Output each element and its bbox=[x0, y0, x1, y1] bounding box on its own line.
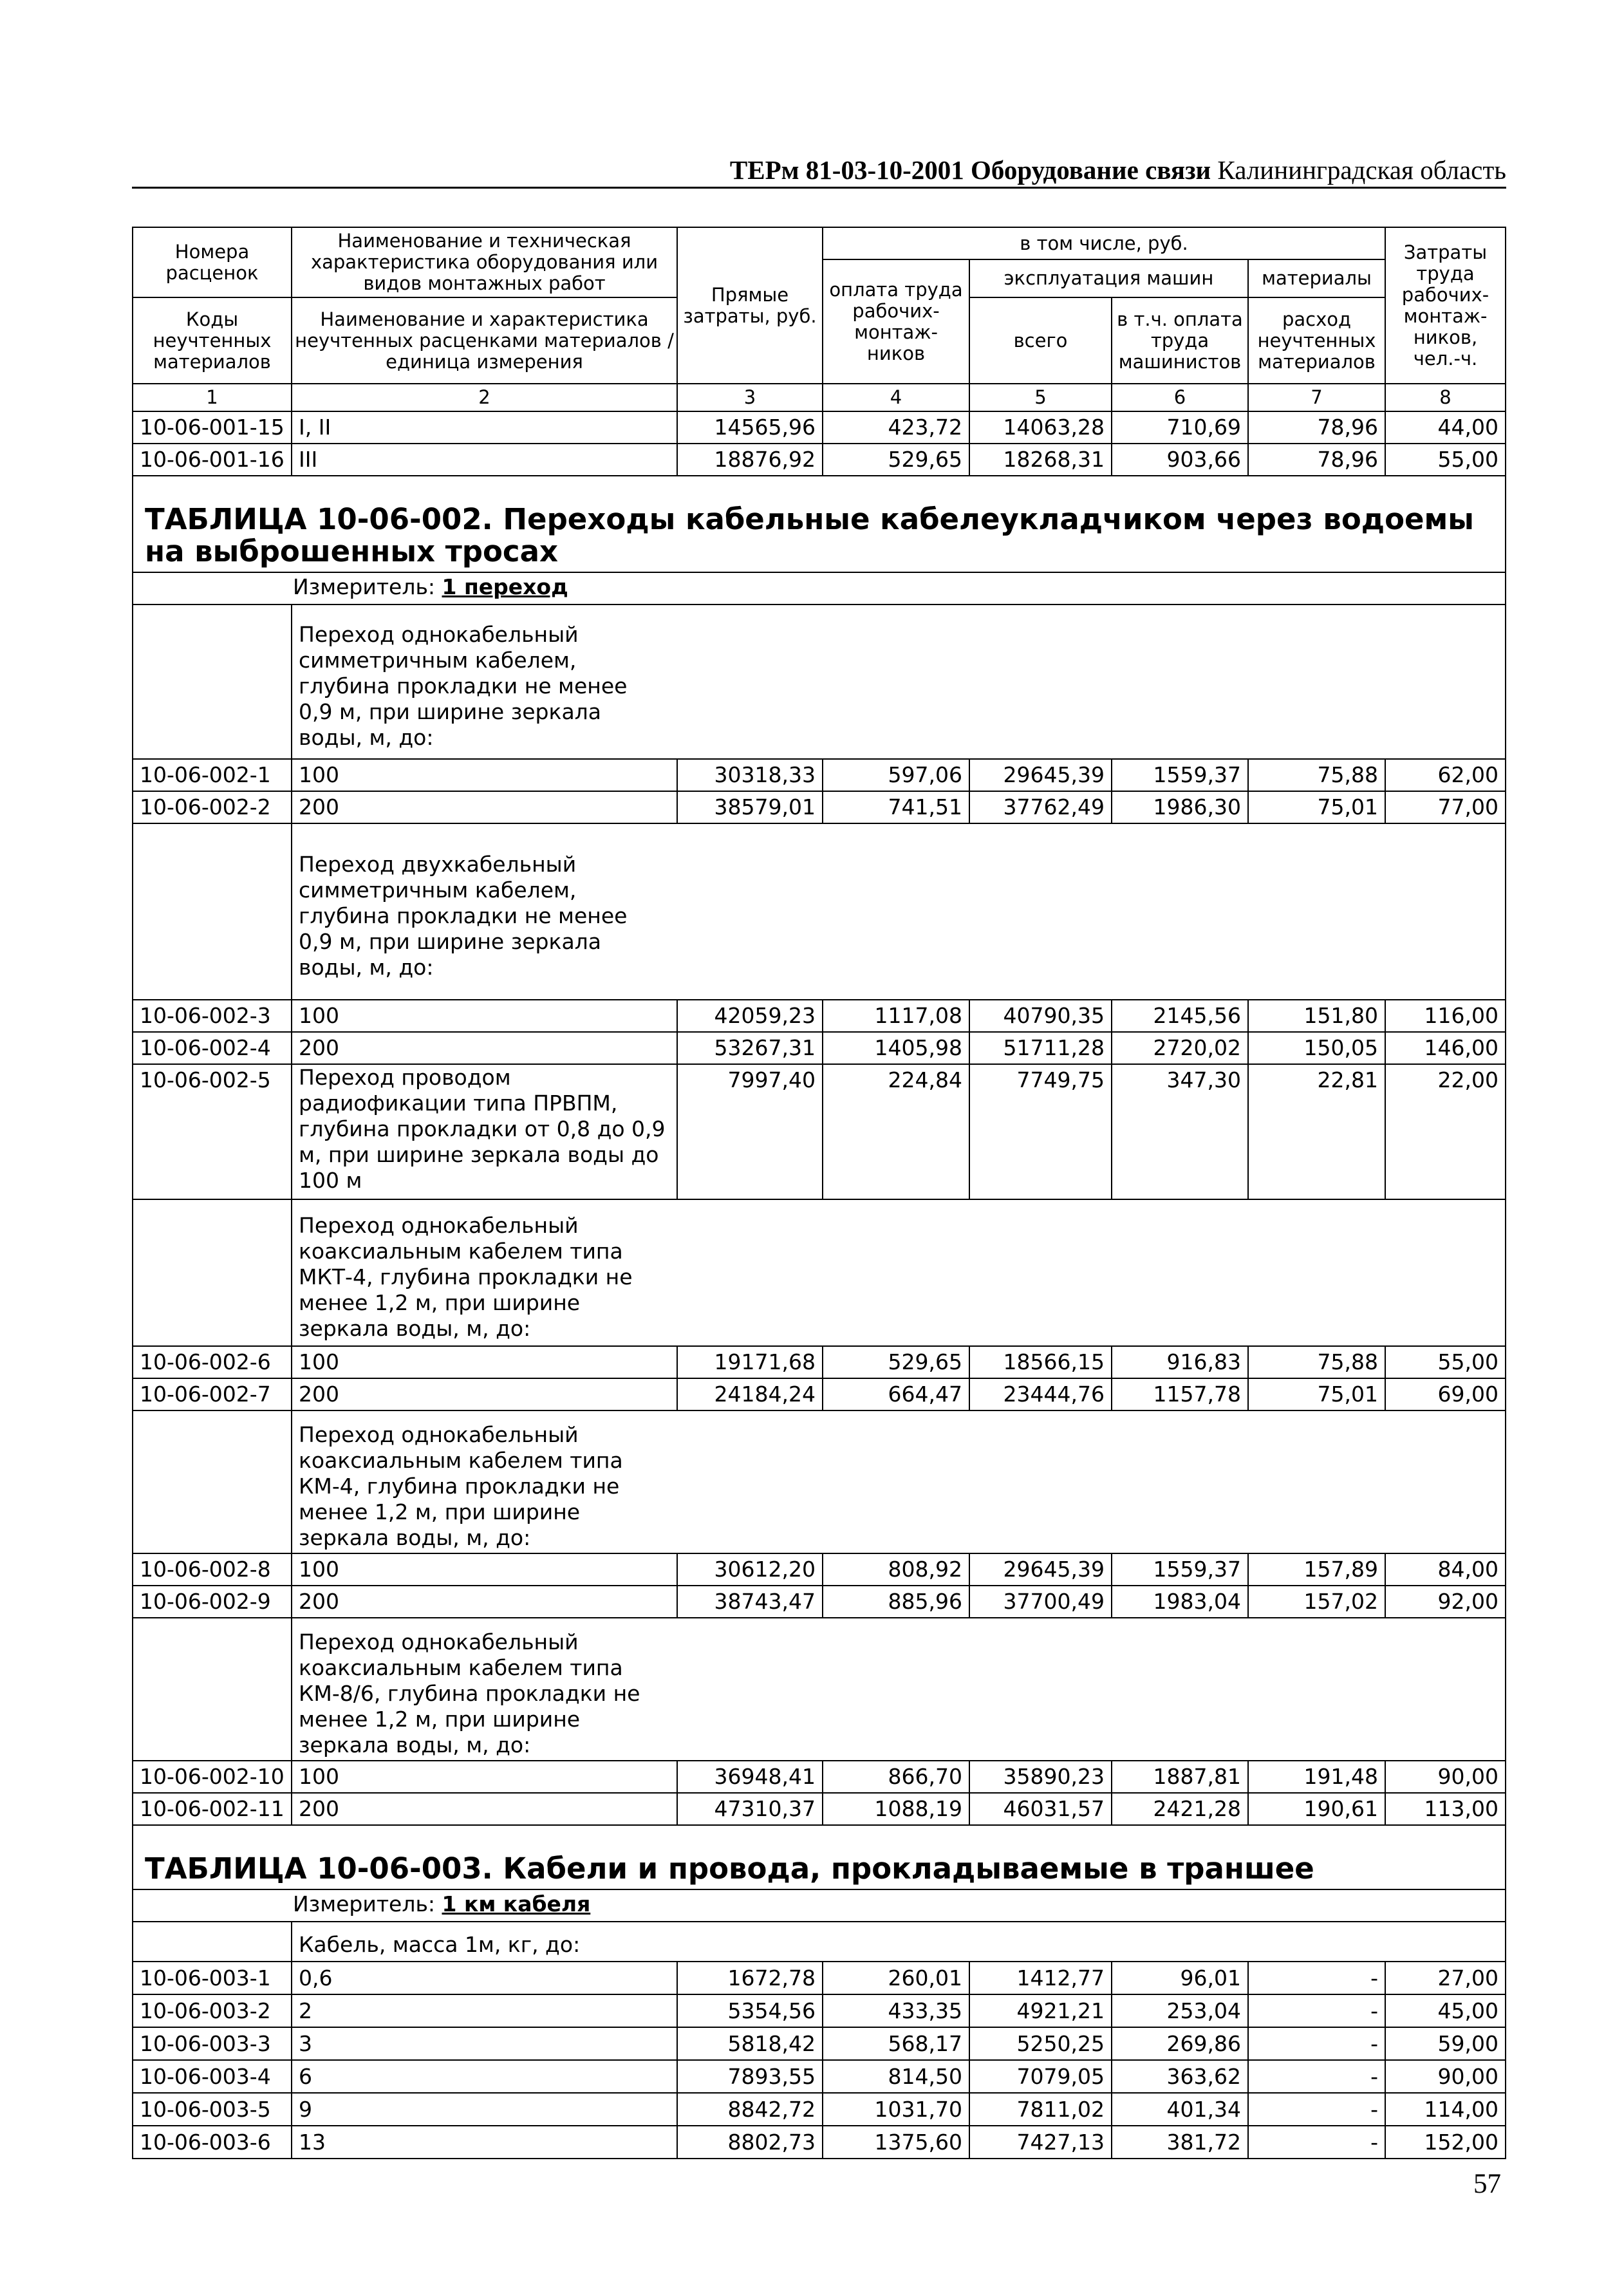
machines-total: 51711,28 bbox=[969, 1032, 1112, 1064]
machinist-pay: 916,83 bbox=[1112, 1346, 1248, 1378]
labor-costs: 114,00 bbox=[1385, 2093, 1506, 2126]
materials: 75,01 bbox=[1248, 1378, 1385, 1410]
rate-code: 10-06-002-2 bbox=[133, 791, 292, 823]
empty-cell bbox=[133, 604, 292, 759]
table-row bbox=[133, 759, 1506, 791]
machines-total: 4921,21 bbox=[969, 1994, 1112, 2027]
direct-costs: 42059,23 bbox=[677, 1000, 823, 1032]
machinist-pay: 381,72 bbox=[1112, 2126, 1248, 2159]
table-row bbox=[133, 1962, 1506, 1994]
rate-name: 200 bbox=[292, 1032, 677, 1064]
meter-label: Измеритель: 1 переход bbox=[133, 572, 1506, 604]
worker-pay: 866,70 bbox=[823, 1761, 969, 1793]
labor-costs: 22,00 bbox=[1385, 1064, 1506, 1199]
labor-costs: 55,00 bbox=[1385, 444, 1506, 476]
meter-value: 1 переход bbox=[442, 574, 568, 599]
group-row bbox=[133, 604, 1506, 759]
machines-total: 7811,02 bbox=[969, 2093, 1112, 2126]
rate-code: 10-06-003-6 bbox=[133, 2126, 292, 2159]
materials: 190,61 bbox=[1248, 1793, 1385, 1825]
group-description: Переход двухкабельный симметричным кабелем, глубина прокладки не менее 0,9 м, при ширине зеркала воды, м, до: bbox=[292, 823, 1506, 1000]
machinist-pay: 2421,28 bbox=[1112, 1793, 1248, 1825]
table-row bbox=[133, 1994, 1506, 2027]
machinist-pay: 401,34 bbox=[1112, 2093, 1248, 2126]
group-description: Переход однокабельный коаксиальным кабелем типа КМ-8/6, глубина прокладки не менее 1,2 м, при ширине зеркала воды, м, до: bbox=[292, 1618, 1506, 1761]
rate-name: III bbox=[292, 444, 677, 476]
labor-costs: 90,00 bbox=[1385, 2060, 1506, 2093]
worker-pay: 1375,60 bbox=[823, 2126, 969, 2159]
direct-costs: 7893,55 bbox=[677, 2060, 823, 2093]
labor-costs: 77,00 bbox=[1385, 791, 1506, 823]
machines-total: 37700,49 bbox=[969, 1586, 1112, 1618]
section-heading-table2 bbox=[133, 476, 1506, 572]
rate-name: 13 bbox=[292, 2126, 677, 2159]
rate-code: 10-06-002-1 bbox=[133, 759, 292, 791]
worker-pay: 529,65 bbox=[823, 1346, 969, 1378]
worker-pay: 1088,19 bbox=[823, 1793, 969, 1825]
machines-total: 40790,35 bbox=[969, 1000, 1112, 1032]
worker-pay: 433,35 bbox=[823, 1994, 969, 2027]
header-unaccounted-materials: расход неучтенных материалов bbox=[1248, 297, 1385, 384]
direct-costs: 47310,37 bbox=[677, 1793, 823, 1825]
materials: 191,48 bbox=[1248, 1761, 1385, 1793]
worker-pay: 597,06 bbox=[823, 759, 969, 791]
header-worker-pay: оплата труда рабочих-монтаж-ников bbox=[823, 259, 969, 384]
direct-costs: 8842,72 bbox=[677, 2093, 823, 2126]
rate-code: 10-06-003-2 bbox=[133, 1994, 292, 2027]
materials: - bbox=[1248, 1994, 1385, 2027]
labor-costs: 90,00 bbox=[1385, 1761, 1506, 1793]
page-header bbox=[132, 153, 1506, 189]
machines-total: 23444,76 bbox=[969, 1378, 1112, 1410]
rate-name: 200 bbox=[292, 1586, 677, 1618]
machinist-pay: 96,01 bbox=[1112, 1962, 1248, 1994]
labor-costs: 116,00 bbox=[1385, 1000, 1506, 1032]
page-number: 57 bbox=[1473, 2169, 1501, 2199]
materials: 157,02 bbox=[1248, 1586, 1385, 1618]
labor-costs: 45,00 bbox=[1385, 1994, 1506, 2027]
machines-total: 7079,05 bbox=[969, 2060, 1112, 2093]
empty-cell bbox=[133, 1410, 292, 1553]
rate-name: 200 bbox=[292, 1378, 677, 1410]
column-number: 1 bbox=[133, 384, 292, 411]
machinist-pay: 363,62 bbox=[1112, 2060, 1248, 2093]
rate-name: 3 bbox=[292, 2027, 677, 2060]
column-number: 2 bbox=[292, 384, 677, 411]
header-material-name: Наименование и характеристика неучтенных расценками материалов / единица измерения bbox=[292, 297, 677, 384]
materials: 75,88 bbox=[1248, 1346, 1385, 1378]
section-title: ТАБЛИЦА 10-06-002. Переходы кабельные кабелеукладчиком через водоемы на выброшенных тросах bbox=[133, 476, 1506, 572]
rate-code: 10-06-002-4 bbox=[133, 1032, 292, 1064]
header-machines-total: всего bbox=[969, 297, 1112, 384]
rate-name: 100 bbox=[292, 1553, 677, 1586]
header-including: в том числе, руб. bbox=[823, 227, 1385, 259]
group-description: Переход однокабельный коаксиальным кабелем типа КМ-4, глубина прокладки не менее 1,2 м, при ширине зеркала воды, м, до: bbox=[292, 1410, 1506, 1553]
machines-total: 14063,28 bbox=[969, 411, 1112, 444]
meter-row bbox=[133, 572, 1506, 604]
rate-code: 10-06-003-1 bbox=[133, 1962, 292, 1994]
direct-costs: 24184,24 bbox=[677, 1378, 823, 1410]
header-machinist-pay: в т.ч. оплата труда машинистов bbox=[1112, 297, 1248, 384]
group-row bbox=[133, 1410, 1506, 1553]
rate-code: 10-06-001-15 bbox=[133, 411, 292, 444]
worker-pay: 664,47 bbox=[823, 1378, 969, 1410]
machinist-pay: 347,30 bbox=[1112, 1064, 1248, 1199]
rate-code: 10-06-003-4 bbox=[133, 2060, 292, 2093]
direct-costs: 19171,68 bbox=[677, 1346, 823, 1378]
direct-costs: 5818,42 bbox=[677, 2027, 823, 2060]
machinist-pay: 1887,81 bbox=[1112, 1761, 1248, 1793]
rate-name: 100 bbox=[292, 759, 677, 791]
section-heading-table3 bbox=[133, 1825, 1506, 1889]
materials: 78,96 bbox=[1248, 411, 1385, 444]
machines-total: 18566,15 bbox=[969, 1346, 1112, 1378]
column-number: 5 bbox=[969, 384, 1112, 411]
table-row bbox=[133, 1553, 1506, 1586]
machinist-pay: 2145,56 bbox=[1112, 1000, 1248, 1032]
machinist-pay: 710,69 bbox=[1112, 411, 1248, 444]
meter-label: Измеритель: 1 км кабеля bbox=[133, 1889, 1506, 1922]
worker-pay: 1117,08 bbox=[823, 1000, 969, 1032]
column-number: 3 bbox=[677, 384, 823, 411]
machines-total: 7749,75 bbox=[969, 1064, 1112, 1199]
empty-cell bbox=[133, 1922, 292, 1962]
materials: - bbox=[1248, 2060, 1385, 2093]
materials: 150,05 bbox=[1248, 1032, 1385, 1064]
machines-total: 5250,25 bbox=[969, 2027, 1112, 2060]
table-row bbox=[133, 1064, 1506, 1199]
table-row bbox=[133, 2126, 1506, 2159]
worker-pay: 885,96 bbox=[823, 1586, 969, 1618]
column-number: 7 bbox=[1248, 384, 1385, 411]
materials: 75,88 bbox=[1248, 759, 1385, 791]
direct-costs: 18876,92 bbox=[677, 444, 823, 476]
rate-name: 100 bbox=[292, 1346, 677, 1378]
document-region: Калининградская область bbox=[1211, 155, 1506, 185]
header-labor-costs: Затраты труда рабочих-монтаж-ников, чел.-ч. bbox=[1385, 227, 1506, 384]
header-rate-numbers: Номера расценок bbox=[133, 227, 292, 297]
direct-costs: 30318,33 bbox=[677, 759, 823, 791]
rate-name: 6 bbox=[292, 2060, 677, 2093]
labor-costs: 152,00 bbox=[1385, 2126, 1506, 2159]
rate-code: 10-06-002-8 bbox=[133, 1553, 292, 1586]
machinist-pay: 1559,37 bbox=[1112, 1553, 1248, 1586]
materials: 78,96 bbox=[1248, 444, 1385, 476]
rate-name: 100 bbox=[292, 1000, 677, 1032]
group-row bbox=[133, 1922, 1506, 1962]
rate-name: 100 bbox=[292, 1761, 677, 1793]
rate-name: I, II bbox=[292, 411, 677, 444]
column-number: 8 bbox=[1385, 384, 1506, 411]
worker-pay: 529,65 bbox=[823, 444, 969, 476]
labor-costs: 44,00 bbox=[1385, 411, 1506, 444]
labor-costs: 62,00 bbox=[1385, 759, 1506, 791]
direct-costs: 38743,47 bbox=[677, 1586, 823, 1618]
direct-costs: 5354,56 bbox=[677, 1994, 823, 2027]
rate-name: 0,6 bbox=[292, 1962, 677, 1994]
direct-costs: 8802,73 bbox=[677, 2126, 823, 2159]
worker-pay: 423,72 bbox=[823, 411, 969, 444]
table-row bbox=[133, 1378, 1506, 1410]
direct-costs: 36948,41 bbox=[677, 1761, 823, 1793]
direct-costs: 14565,96 bbox=[677, 411, 823, 444]
empty-cell bbox=[133, 1199, 292, 1346]
machinist-pay: 1559,37 bbox=[1112, 759, 1248, 791]
labor-costs: 113,00 bbox=[1385, 1793, 1506, 1825]
group-description: Кабель, масса 1м, кг, до: bbox=[292, 1922, 1506, 1962]
meter-row bbox=[133, 1889, 1506, 1922]
rate-code: 10-06-002-9 bbox=[133, 1586, 292, 1618]
direct-costs: 7997,40 bbox=[677, 1064, 823, 1199]
table-row bbox=[133, 1793, 1506, 1825]
labor-costs: 55,00 bbox=[1385, 1346, 1506, 1378]
table-row bbox=[133, 1032, 1506, 1064]
machinist-pay: 253,04 bbox=[1112, 1994, 1248, 2027]
table-row bbox=[133, 2093, 1506, 2126]
machinist-pay: 1986,30 bbox=[1112, 791, 1248, 823]
labor-costs: 59,00 bbox=[1385, 2027, 1506, 2060]
worker-pay: 741,51 bbox=[823, 791, 969, 823]
direct-costs: 30612,20 bbox=[677, 1553, 823, 1586]
worker-pay: 568,17 bbox=[823, 2027, 969, 2060]
worker-pay: 224,84 bbox=[823, 1064, 969, 1199]
column-number: 6 bbox=[1112, 384, 1248, 411]
direct-costs: 38579,01 bbox=[677, 791, 823, 823]
rate-name: 2 bbox=[292, 1994, 677, 2027]
rate-code: 10-06-003-3 bbox=[133, 2027, 292, 2060]
worker-pay: 1031,70 bbox=[823, 2093, 969, 2126]
group-row bbox=[133, 1199, 1506, 1346]
machinist-pay: 903,66 bbox=[1112, 444, 1248, 476]
meter-value: 1 км кабеля bbox=[442, 1891, 591, 1916]
rate-code: 10-06-002-3 bbox=[133, 1000, 292, 1032]
group-row bbox=[133, 1618, 1506, 1761]
table-row bbox=[133, 1761, 1506, 1793]
column-number: 4 bbox=[823, 384, 969, 411]
machinist-pay: 1983,04 bbox=[1112, 1586, 1248, 1618]
rate-code: 10-06-002-11 bbox=[133, 1793, 292, 1825]
direct-costs: 53267,31 bbox=[677, 1032, 823, 1064]
column-numbers-row bbox=[133, 384, 1506, 411]
direct-costs: 1672,78 bbox=[677, 1962, 823, 1994]
rate-code: 10-06-001-16 bbox=[133, 444, 292, 476]
machinist-pay: 1157,78 bbox=[1112, 1378, 1248, 1410]
materials: 151,80 bbox=[1248, 1000, 1385, 1032]
rate-code: 10-06-002-5 bbox=[133, 1064, 292, 1199]
group-description: Переход однокабельный коаксиальным кабелем типа МКТ-4, глубина прокладки не менее 1,2 м, при ширине зеркала воды, м, до: bbox=[292, 1199, 1506, 1346]
header-direct-costs: Прямые затраты, руб. bbox=[677, 227, 823, 384]
labor-costs: 84,00 bbox=[1385, 1553, 1506, 1586]
group-description: Переход однокабельный симметричным кабелем, глубина прокладки не менее 0,9 м, при ширине зеркала воды, м, до: bbox=[292, 604, 1506, 759]
header-materials: материалы bbox=[1248, 259, 1385, 297]
worker-pay: 814,50 bbox=[823, 2060, 969, 2093]
machines-total: 29645,39 bbox=[969, 759, 1112, 791]
labor-costs: 146,00 bbox=[1385, 1032, 1506, 1064]
worker-pay: 1405,98 bbox=[823, 1032, 969, 1064]
table-row bbox=[133, 1586, 1506, 1618]
table-header bbox=[133, 227, 1506, 411]
materials: - bbox=[1248, 2126, 1385, 2159]
worker-pay: 260,01 bbox=[823, 1962, 969, 1994]
table-row bbox=[133, 1000, 1506, 1032]
rate-code: 10-06-002-6 bbox=[133, 1346, 292, 1378]
machines-total: 1412,77 bbox=[969, 1962, 1112, 1994]
table-row bbox=[133, 1346, 1506, 1378]
header-work-name: Наименование и техническая характеристика оборудования или видов монтажных работ bbox=[292, 227, 677, 297]
rate-code: 10-06-002-7 bbox=[133, 1378, 292, 1410]
labor-costs: 92,00 bbox=[1385, 1586, 1506, 1618]
machines-total: 18268,31 bbox=[969, 444, 1112, 476]
materials: 157,89 bbox=[1248, 1553, 1385, 1586]
worker-pay: 808,92 bbox=[823, 1553, 969, 1586]
machines-total: 29645,39 bbox=[969, 1553, 1112, 1586]
header-machine-operation: эксплуатация машин bbox=[969, 259, 1248, 297]
table-row bbox=[133, 2027, 1506, 2060]
machines-total: 7427,13 bbox=[969, 2126, 1112, 2159]
labor-costs: 27,00 bbox=[1385, 1962, 1506, 1994]
table-row bbox=[133, 791, 1506, 823]
machinist-pay: 2720,02 bbox=[1112, 1032, 1248, 1064]
materials: - bbox=[1248, 2093, 1385, 2126]
labor-costs: 69,00 bbox=[1385, 1378, 1506, 1410]
rate-code: 10-06-002-10 bbox=[133, 1761, 292, 1793]
materials: 22,81 bbox=[1248, 1064, 1385, 1199]
machines-total: 46031,57 bbox=[969, 1793, 1112, 1825]
materials: 75,01 bbox=[1248, 791, 1385, 823]
materials: - bbox=[1248, 1962, 1385, 1994]
rate-code: 10-06-003-5 bbox=[133, 2093, 292, 2126]
section-title: ТАБЛИЦА 10-06-003. Кабели и провода, прокладываемые в траншее bbox=[133, 1825, 1506, 1889]
table-row bbox=[133, 411, 1506, 444]
empty-cell bbox=[133, 823, 292, 1000]
group-row bbox=[133, 823, 1506, 1000]
rate-name: 200 bbox=[292, 791, 677, 823]
rate-name: Переход проводом радиофикации типа ПРВПМ, глубина прокладки от 0,8 до 0,9 м, при ширине зеркала воды до 100 м bbox=[292, 1064, 677, 1199]
materials: - bbox=[1248, 2027, 1385, 2060]
machinist-pay: 269,86 bbox=[1112, 2027, 1248, 2060]
rates-table bbox=[132, 227, 1506, 2159]
table-row bbox=[133, 444, 1506, 476]
empty-cell bbox=[133, 1618, 292, 1761]
rate-name: 9 bbox=[292, 2093, 677, 2126]
machines-total: 37762,49 bbox=[969, 791, 1112, 823]
header-material-codes: Коды неучтенных материалов bbox=[133, 297, 292, 384]
document-title: ТЕРм 81-03-10-2001 Оборудование связи bbox=[729, 155, 1211, 185]
machines-total: 35890,23 bbox=[969, 1761, 1112, 1793]
rate-name: 200 bbox=[292, 1793, 677, 1825]
table-row bbox=[133, 2060, 1506, 2093]
